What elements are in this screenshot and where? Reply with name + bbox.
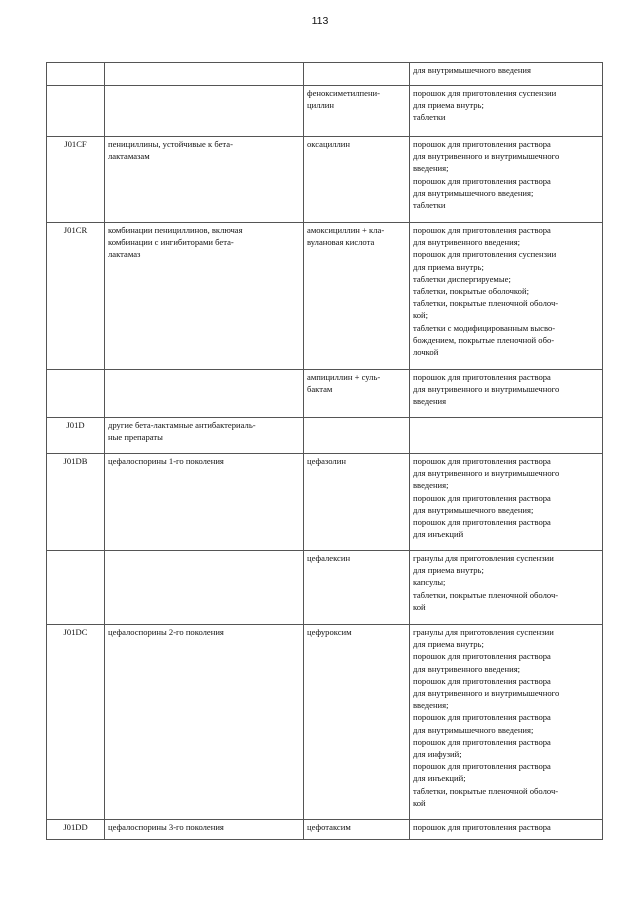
drug-cell: цефазолин (304, 454, 410, 551)
atc-code-cell (47, 551, 105, 625)
group-cell (105, 86, 304, 137)
atc-code-cell: J01DD (47, 820, 105, 840)
atc-code-cell (47, 63, 105, 86)
dosage-forms-cell: порошок для приготовления раствора для внутривенного и внутримышечного введения (410, 370, 603, 418)
group-cell: цефалоспорины 1-го поколения (105, 454, 304, 551)
atc-code-cell (47, 370, 105, 418)
dosage-forms-cell: порошок для приготовления раствора для внутривенного и внутримышечного введения; порошок для приготовления раствора для внутримышечного введения; таблетки (410, 137, 603, 223)
atc-code-cell: J01D (47, 418, 105, 454)
table-row (47, 625, 603, 820)
atc-code-cell: J01DB (47, 454, 105, 551)
table-row (47, 370, 603, 418)
dosage-forms-cell: гранулы для приготовления суспензии для приема внутрь; порошок для приготовления раствора для внутривенного введения; порошок для приготовления раствора для внутривенного и внутримышечного введения; порошок для приготовления раствора для внутримышечного введения; порошок для приготовления раствора для инфузий; порошок для приготовления раствора для инъекций; таблетки, покрытые пленочной оболоч- кой (410, 625, 603, 820)
dosage-forms-cell: порошок для приготовления раствора для внутривенного введения; порошок для приготовления суспензии для приема внутрь; таблетки диспергируемые; таблетки, покрытые оболочкой; таблетки, покрытые пленочной оболоч- кой; таблетки с модифицированным высво- бождением, покрытые пленочной обо- лочкой (410, 223, 603, 370)
page-number: 113 (311, 15, 329, 27)
table-row (47, 86, 603, 137)
drug-cell: цефотаксим (304, 820, 410, 840)
atc-code-cell: J01DC (47, 625, 105, 820)
dosage-forms-cell: порошок для приготовления раствора для внутривенного и внутримышечного введения; порошок для приготовления раствора для внутримышечного введения; порошок для приготовления раствора для инъекций (410, 454, 603, 551)
drug-cell: оксациллин (304, 137, 410, 223)
group-cell (105, 551, 304, 625)
drug-cell (304, 63, 410, 86)
dosage-forms-cell: гранулы для приготовления суспензии для приема внутрь; капсулы; таблетки, покрытые пленочной оболоч- кой (410, 551, 603, 625)
dosage-forms-cell (410, 418, 603, 454)
group-cell: цефалоспорины 3-го поколения (105, 820, 304, 840)
table-row (47, 223, 603, 370)
group-cell: пенициллины, устойчивые к бета- лактамазам (105, 137, 304, 223)
dosage-forms-cell: порошок для приготовления суспензии для приема внутрь; таблетки (410, 86, 603, 137)
table-row (47, 63, 603, 86)
drug-cell: феноксиметилпени- циллин (304, 86, 410, 137)
table-row (47, 137, 603, 223)
group-cell (105, 370, 304, 418)
drug-cell: цефуроксим (304, 625, 410, 820)
group-cell (105, 63, 304, 86)
atc-code-cell (47, 86, 105, 137)
drug-table-body (47, 63, 603, 840)
drug-cell: ампициллин + суль- бактам (304, 370, 410, 418)
atc-code-cell: J01CF (47, 137, 105, 223)
atc-code-cell: J01CR (47, 223, 105, 370)
group-cell: другие бета-лактамные антибактериаль- ные препараты (105, 418, 304, 454)
dosage-forms-cell: порошок для приготовления раствора (410, 820, 603, 840)
drug-cell (304, 418, 410, 454)
table-row (47, 820, 603, 840)
dosage-forms-cell: для внутримышечного введения (410, 63, 603, 86)
drug-table (46, 62, 603, 840)
group-cell: цефалоспорины 2-го поколения (105, 625, 304, 820)
drug-cell: цефалексин (304, 551, 410, 625)
group-cell: комбинации пенициллинов, включая комбинации с ингибиторами бета- лактамаз (105, 223, 304, 370)
table-row (47, 418, 603, 454)
drug-cell: амоксициллин + кла- вулановая кислота (304, 223, 410, 370)
table-row (47, 551, 603, 625)
table-row (47, 454, 603, 551)
